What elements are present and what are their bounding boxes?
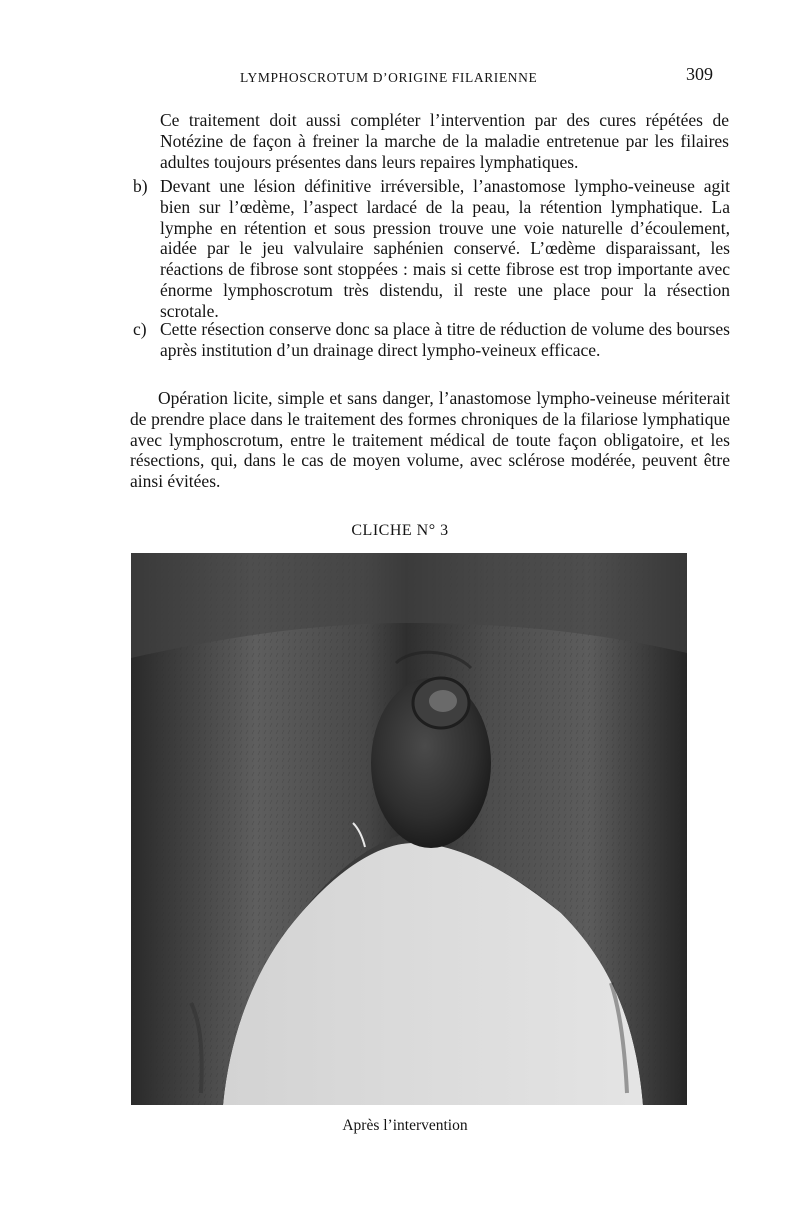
figure-caption: Après l’intervention (342, 1117, 468, 1134)
page-number: 309 (686, 64, 713, 84)
figure-label: CLICHE N° 3 (351, 522, 449, 539)
list-item-text: Devant une lésion définitive irréversible, l’anastomose lympho-veineuse agit bien sur l’œdème, l’aspect lardacé de la peau, la rétention lymphatique. La lymphe en rétention et sous pression trouve une voie naturelle d’écoulement, aidée par le jeu valvulaire saphénien conservé. L’œdème disparaissant, les réactions de fibrose sont stoppées : mais si cette fibrose est trop importante avec énorme lymphoscrotum très distendu, il reste une place pour la résection scrotale. (160, 176, 730, 321)
list-marker: c) (133, 319, 147, 339)
clinical-photograph (131, 553, 687, 1105)
list-item-text: Cette résection conserve donc sa place à titre de réduction de volume des bourses après institution d’un drainage direct lympho-veineux efficace. (160, 319, 730, 360)
conclusion-paragraph: Opération licite, simple et sans danger, l’anastomose lympho-veineuse mériterait de prendre place dans le traitement des formes chroniques de la filariose lymphatique avec lymphoscrotum, entre le traitement médical de toute façon obligatoire, et les résections, qui, dans le cas de moyen volume, avec sclérose modérée, peuvent être ainsi évitées. (130, 388, 730, 492)
running-title: LYMPHOSCROTUM D’ORIGINE FILARIENNE (240, 70, 538, 85)
continuation-paragraph: Ce traitement doit aussi compléter l’intervention par des cures répétées de Notézine de façon à freiner la marche de la maladie entretenue par les filaires adultes toujours présentes dans leurs repaires lymphatiques. (160, 110, 729, 172)
photograph-drawing (131, 553, 687, 1105)
list-item-c (133, 319, 730, 361)
list-item-b (133, 176, 730, 322)
list-marker: b) (133, 176, 148, 196)
